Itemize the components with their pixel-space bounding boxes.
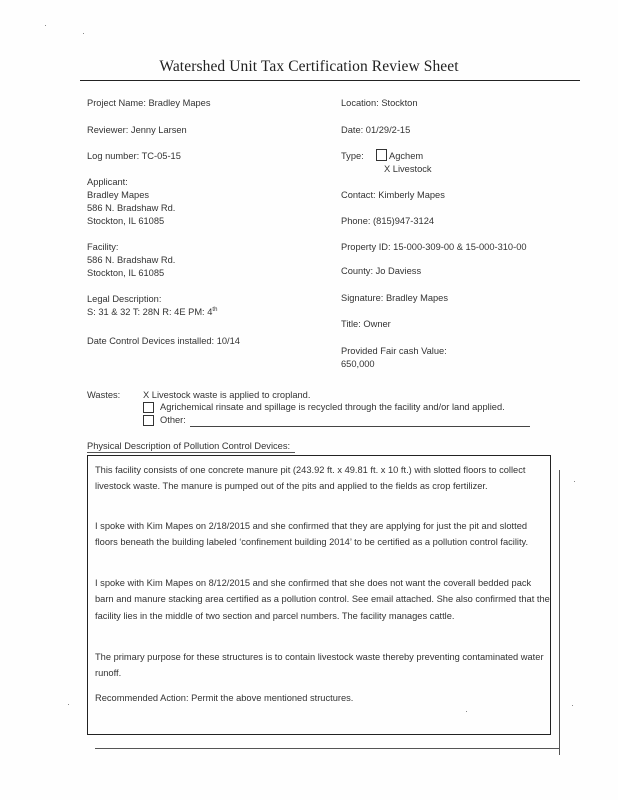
wastes-option-agrichemical: Agrichemical rinsate and spillage is recycled through the facility and/or land applied. [160,402,505,412]
applicant-label: Applicant: [87,177,128,187]
box-edge-bottom [95,748,560,749]
signature-field: Signature: Bradley Mapes [341,293,448,303]
county-field: County: Jo Daviess [341,266,422,276]
applicant-name: Bradley Mapes [87,190,150,200]
facility-label: Facility: [87,242,119,252]
phone-field: Phone: (815)947-3124 [341,216,435,226]
legal-description-value [87,307,217,318]
legal-description-text: S: 31 & 32 T: 28N R: 4E PM: 4 [87,307,213,318]
title-underline [80,80,580,81]
box-edge-right [559,470,560,755]
facility-address-line1: 586 N. Bradshaw Rd. [87,255,176,265]
project-name-field: Project Name: Bradley Mapes [87,98,211,108]
description-paragraph-2: I spoke with Kim Mapes on 2/18/2015 and she confirmed that they are applying for just the pit and slotted floors beneath the building labeled ‘confinement building 2014’ to be certified as a pollution control facility. [95,521,529,548]
description-paragraph-1: This facility consists of one concrete manure pit (243.92 ft. x 49.81 ft. x 10 ft.) with slotted floors to collect livestock waste. The manure is pumped out of the pits and applied to the fields as crop fertilizer. [95,465,526,492]
location-field: Location: Stockton [341,98,418,108]
wastes-option-other: Other: [160,415,186,425]
description-paragraph-4: The primary purpose for these structures is to contain livestock waste thereby preventing contaminated water runoff. [95,652,544,679]
facility-address-line2: Stockton, IL 61085 [87,268,165,278]
wastes-option-livestock: X Livestock waste is applied to cropland. [143,390,311,400]
description-paragraph-3: I spoke with Kim Mapes on 8/12/2015 and she confirmed that she does not want the coverall bedded pack barn and manure stacking area certified as a pollution control. See email attached. She also confirmed that the facility lies in the middle of two section and parcel numbers. The facility manages cattle. [95,578,550,621]
legal-description-superscript: th [212,307,218,313]
type-label: Type: [341,151,364,161]
reviewer-field: Reviewer: Jenny Larsen [87,125,187,135]
scan-speck [68,704,69,705]
scan-speck [45,25,46,26]
date-field: Date: 01/29/2-15 [341,125,411,135]
scan-speck [572,705,573,706]
contact-field: Contact: Kimberly Mapes [341,190,445,200]
physical-description-heading: Physical Description of Pollution Control Devices: [87,441,291,451]
date-installed-field: Date Control Devices installed: 10/14 [87,336,240,346]
property-id-field: Property ID: 15-000-309-00 & 15-000-310-00 [341,242,527,252]
type-agchem-label: Agchem [389,151,424,161]
type-livestock-label: X Livestock [384,164,432,174]
fair-cash-label: Provided Fair cash Value: [341,346,447,356]
log-number-field: Log number: TC-05-15 [87,151,181,161]
scan-speck [83,33,84,34]
title-field: Title: Owner [341,319,391,329]
applicant-address-line2: Stockton, IL 61085 [87,216,165,226]
wastes-label: Wastes: [87,390,121,400]
scan-speck [574,481,575,482]
agchem-checkbox[interactable] [376,149,387,161]
description-paragraph-5: Recommended Action: Permit the above mentioned structures. [95,693,354,703]
agrichemical-checkbox[interactable] [143,402,154,413]
applicant-address-line1: 586 N. Bradshaw Rd. [87,203,176,213]
other-input-line[interactable] [190,426,530,427]
fair-cash-value: 650,000 [341,359,375,369]
other-checkbox[interactable] [143,415,154,426]
scan-speck [466,711,467,712]
legal-description-label: Legal Description: [87,294,162,304]
page-title: Watershed Unit Tax Certification Review Sheet [159,58,459,75]
heading-underline [87,452,295,453]
